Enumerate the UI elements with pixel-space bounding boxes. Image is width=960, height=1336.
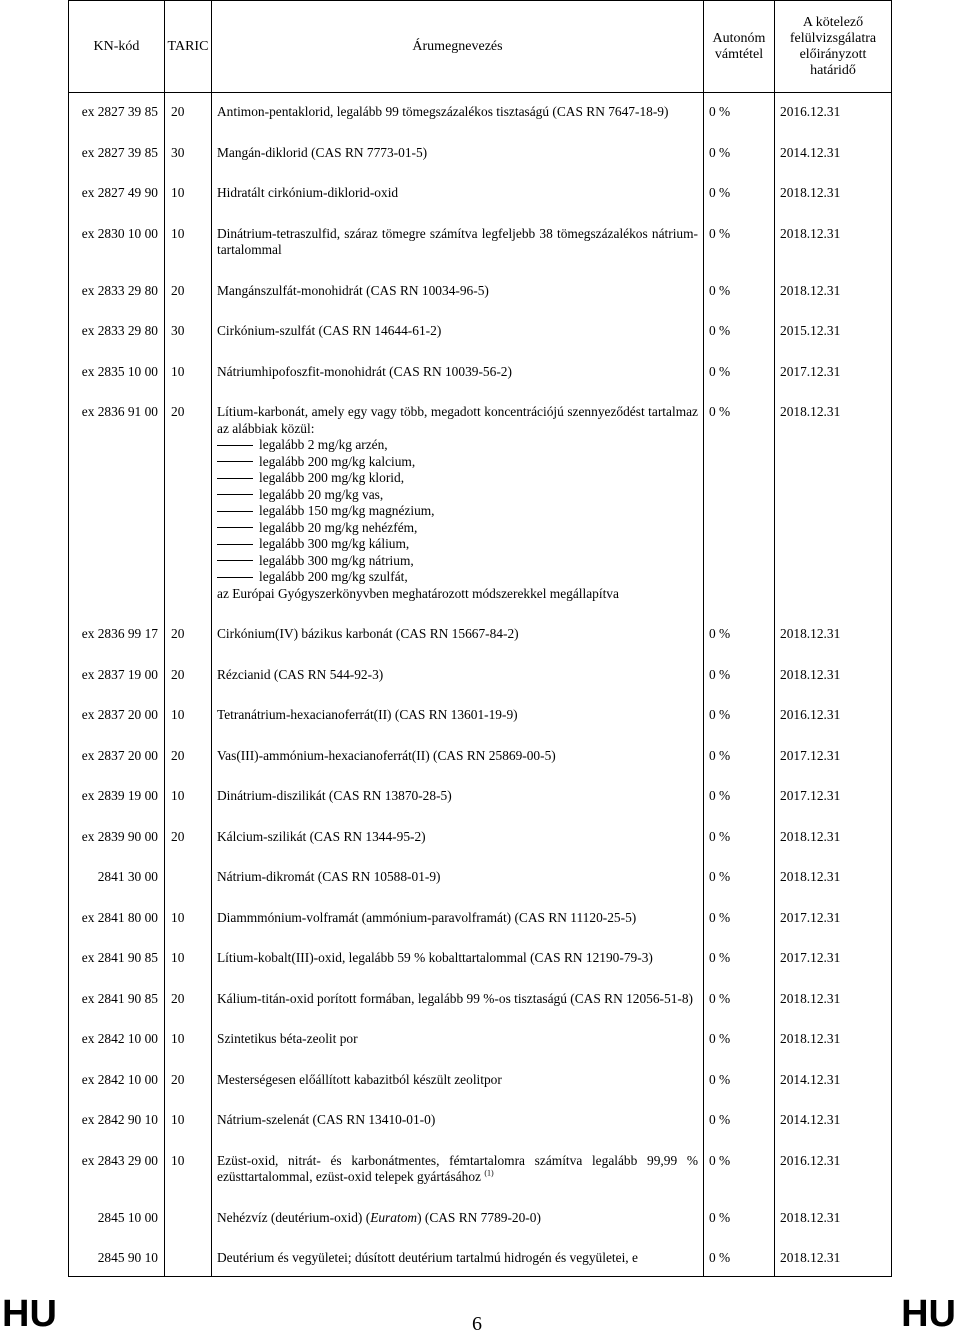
impurity-text: legalább 200 mg/kg kalcium,: [259, 453, 416, 469]
impurity-text: legalább 200 mg/kg szulfát,: [259, 569, 408, 584]
table-body: [69, 93, 892, 1277]
cell-review-deadline: 2017.12.31: [775, 938, 892, 979]
description-text: Ezüst-oxid, nitrát- és karbonátmentes, fémtartalomra számítva legalább 99,99 % ezüsttartalommal, ezüst-oxid telepek gyártásához: [217, 1152, 698, 1184]
cell-kn-code: ex 2833 29 80: [69, 271, 165, 312]
cell-taric: 20: [165, 392, 212, 614]
cell-description: [212, 695, 704, 736]
cell-taric: 30: [165, 133, 212, 174]
cell-taric: 10: [165, 173, 212, 214]
dash-marker: [217, 544, 253, 545]
footer-language-code-left: HU: [2, 1293, 57, 1335]
table-row: [69, 271, 892, 312]
cell-description: [212, 776, 704, 817]
cell-review-deadline: 2018.12.31: [775, 655, 892, 696]
description-text: Nátrium-dikromát (CAS RN 10588-01-9): [217, 869, 441, 884]
cell-description: [212, 352, 704, 393]
cell-autonomous-rate: 0 %: [704, 857, 775, 898]
cell-description: [212, 1060, 704, 1101]
description-text: Rézcianid (CAS RN 544-92-3): [217, 666, 384, 682]
cell-kn-code: 2845 90 10: [69, 1238, 165, 1276]
cell-review-deadline: 2018.12.31: [775, 392, 892, 614]
impurity-list-item: [217, 536, 698, 553]
cell-taric: 10: [165, 1141, 212, 1198]
cell-autonomous-rate: 0 %: [704, 776, 775, 817]
cell-taric: 20: [165, 817, 212, 858]
cell-review-deadline: 2017.12.31: [775, 352, 892, 393]
cell-kn-code: ex 2843 29 00: [69, 1141, 165, 1198]
cell-description: [212, 392, 704, 614]
page-number: 6: [472, 1313, 482, 1335]
cell-taric: 10: [165, 695, 212, 736]
cell-kn-code: ex 2839 90 00: [69, 817, 165, 858]
cell-description: [212, 1198, 704, 1239]
dash-marker: [217, 461, 253, 462]
cell-autonomous-rate: 0 %: [704, 352, 775, 393]
impurity-list-item: [217, 470, 698, 487]
cell-review-deadline: 2017.12.31: [775, 898, 892, 939]
impurity-list-item: [217, 437, 698, 454]
header-kn-code: KN-kód: [69, 1, 165, 93]
cell-taric: 10: [165, 1100, 212, 1141]
table-row: [69, 1141, 892, 1198]
table-row: [69, 817, 892, 858]
table-row: [69, 857, 892, 898]
cell-taric: 20: [165, 614, 212, 655]
cell-description: [212, 655, 704, 696]
header-taric: TARIC: [165, 1, 212, 93]
description-text: Dinátrium-diszilikát (CAS RN 13870-28-5): [217, 788, 452, 803]
dash-marker: [217, 478, 253, 479]
table-row: [69, 392, 892, 614]
description-text: Szintetikus béta-zeolit por: [217, 1031, 358, 1046]
cell-description: [212, 311, 704, 352]
cell-autonomous-rate: 0 %: [704, 173, 775, 214]
cell-review-deadline: 2017.12.31: [775, 776, 892, 817]
cell-autonomous-rate: 0 %: [704, 1141, 775, 1198]
description-text: Kálium-titán-oxid porított formában, legalább 99 %-os tisztaságú (CAS RN 12056-51-8): [217, 990, 694, 1006]
cell-taric: 20: [165, 271, 212, 312]
cell-review-deadline: 2018.12.31: [775, 1198, 892, 1239]
description-text: Diammmónium-volframát (ammónium-paravolframát) (CAS RN 11120-25-5): [217, 909, 637, 925]
cell-kn-code: ex 2842 10 00: [69, 1019, 165, 1060]
cell-autonomous-rate: 0 %: [704, 1238, 775, 1276]
table-row: [69, 1198, 892, 1239]
cell-kn-code: ex 2842 90 10: [69, 1100, 165, 1141]
cell-review-deadline: 2018.12.31: [775, 1238, 892, 1276]
description-text: Mesterségesen előállított kabazitból készült zeolitpor: [217, 1071, 502, 1087]
cell-review-deadline: 2016.12.31: [775, 1141, 892, 1198]
dash-marker: [217, 527, 253, 528]
dash-marker: [217, 445, 253, 446]
cell-taric: 10: [165, 938, 212, 979]
description-text: Lítium-karbonát, amely egy vagy több, megadott koncentrációjú szennyeződést tartalmaz az alábbiak közül:: [217, 404, 698, 436]
cell-review-deadline: 2015.12.31: [775, 311, 892, 352]
description-text: Mangánszulfát-monohidrát (CAS RN 10034-96-5): [217, 282, 489, 298]
cell-taric: 20: [165, 1060, 212, 1101]
impurity-list-item: [217, 553, 698, 570]
cell-description: [212, 271, 704, 312]
cell-kn-code: ex 2827 39 85: [69, 93, 165, 133]
cell-description: [212, 93, 704, 133]
cell-taric: 10: [165, 1019, 212, 1060]
description-tail: az Európai Gyógyszerkönyvben meghatározott módszerekkel megállapítva: [217, 585, 619, 601]
table-row: [69, 736, 892, 777]
table-row: [69, 614, 892, 655]
cell-description: [212, 614, 704, 655]
cell-autonomous-rate: 0 %: [704, 271, 775, 312]
cell-review-deadline: 2018.12.31: [775, 214, 892, 271]
table-header-row: [69, 1, 892, 93]
cell-autonomous-rate: 0 %: [704, 93, 775, 133]
cell-taric: 10: [165, 214, 212, 271]
cell-description: [212, 1238, 704, 1276]
cell-description: [212, 857, 704, 898]
cell-autonomous-rate: 0 %: [704, 736, 775, 777]
impurity-list-item: [217, 503, 698, 520]
dash-marker: [217, 560, 253, 561]
table-row: [69, 655, 892, 696]
dash-marker: [217, 494, 253, 495]
cell-review-deadline: 2018.12.31: [775, 857, 892, 898]
table-row: [69, 352, 892, 393]
impurity-list-item: [217, 487, 698, 504]
description-text: Antimon-pentaklorid, legalább 99 tömegszázalékos tisztaságú (CAS RN 7647-18-9): [217, 104, 669, 119]
table-row: [69, 776, 892, 817]
cell-taric: [165, 1238, 212, 1276]
table-row: [69, 1060, 892, 1101]
description-text: Deutérium és vegyületei; dúsított deutérium tartalmú hidrogén és vegyületei, e: [217, 1250, 638, 1265]
table-row: [69, 898, 892, 939]
cell-description: [212, 214, 704, 271]
cell-autonomous-rate: 0 %: [704, 1198, 775, 1239]
cell-taric: 30: [165, 311, 212, 352]
cell-review-deadline: 2014.12.31: [775, 1060, 892, 1101]
cell-autonomous-rate: 0 %: [704, 938, 775, 979]
cell-autonomous-rate: 0 %: [704, 1100, 775, 1141]
description-text-continued: ) (CAS RN 7789-20-0): [417, 1209, 541, 1225]
cell-autonomous-rate: 0 %: [704, 392, 775, 614]
cell-autonomous-rate: 0 %: [704, 311, 775, 352]
cell-taric: [165, 1198, 212, 1239]
cell-kn-code: ex 2837 19 00: [69, 655, 165, 696]
cell-autonomous-rate: 0 %: [704, 898, 775, 939]
cell-taric: 20: [165, 655, 212, 696]
cell-description: [212, 1100, 704, 1141]
cell-kn-code: ex 2839 19 00: [69, 776, 165, 817]
cell-taric: [165, 857, 212, 898]
cell-taric: 10: [165, 352, 212, 393]
table-row: [69, 133, 892, 174]
cell-review-deadline: 2016.12.31: [775, 695, 892, 736]
description-text: Nehézvíz (deutérium-oxid) (: [217, 1209, 371, 1225]
description-text: Vas(III)-ammónium-hexacianoferrát(II) (CAS RN 25869-00-5): [217, 747, 556, 763]
cell-description: [212, 1141, 704, 1198]
impurity-list-item: [217, 454, 698, 471]
cell-review-deadline: 2018.12.31: [775, 614, 892, 655]
cell-description: [212, 979, 704, 1020]
cell-kn-code: 2841 30 00: [69, 857, 165, 898]
cell-autonomous-rate: 0 %: [704, 214, 775, 271]
table-row: [69, 1100, 892, 1141]
cell-kn-code: ex 2827 49 90: [69, 173, 165, 214]
description-text: Lítium-kobalt(III)-oxid, legalább 59 % kobalttartalommal (CAS RN 12190-79-3): [217, 950, 653, 965]
impurity-text: legalább 200 mg/kg klorid,: [259, 470, 405, 485]
cell-taric: 20: [165, 979, 212, 1020]
cell-autonomous-rate: 0 %: [704, 614, 775, 655]
cell-review-deadline: 2017.12.31: [775, 736, 892, 777]
description-text: Kálcium-szilikát (CAS RN 1344-95-2): [217, 828, 426, 844]
table-row: [69, 938, 892, 979]
description-text: Nátriumhipofoszfit-monohidrát (CAS RN 10039-56-2): [217, 363, 512, 379]
description-italic-text: Euratom: [370, 1209, 418, 1225]
impurity-list-item: [217, 520, 698, 537]
cell-review-deadline: 2014.12.31: [775, 1100, 892, 1141]
cell-kn-code: ex 2835 10 00: [69, 352, 165, 393]
table-row: [69, 979, 892, 1020]
cell-kn-code: ex 2836 99 17: [69, 614, 165, 655]
cell-taric: 20: [165, 736, 212, 777]
cell-kn-code: ex 2837 20 00: [69, 695, 165, 736]
cell-description: [212, 1019, 704, 1060]
footer-language-code-right: HU: [901, 1293, 956, 1335]
table-row: [69, 311, 892, 352]
cell-autonomous-rate: 0 %: [704, 133, 775, 174]
header-review-deadline: A kötelező felülvizsgálatra előirányzott határidő: [775, 1, 892, 93]
cell-autonomous-rate: 0 %: [704, 655, 775, 696]
cell-description: [212, 173, 704, 214]
table-row: [69, 93, 892, 133]
cell-autonomous-rate: 0 %: [704, 817, 775, 858]
header-autonomous-rate: Autonóm vámtétel: [704, 1, 775, 93]
impurity-text: legalább 20 mg/kg nehézfém,: [259, 519, 418, 535]
table-row: [69, 173, 892, 214]
description-text: Nátrium-szelenát (CAS RN 13410-01-0): [217, 1112, 436, 1127]
cell-kn-code: ex 2842 10 00: [69, 1060, 165, 1101]
description-text: Mangán-diklorid (CAS RN 7773-01-5): [217, 144, 428, 160]
table-row: [69, 214, 892, 271]
table-row: [69, 695, 892, 736]
cell-review-deadline: 2018.12.31: [775, 1019, 892, 1060]
cell-taric: 10: [165, 776, 212, 817]
dash-marker: [217, 511, 253, 512]
impurity-text: legalább 2 mg/kg arzén,: [259, 437, 388, 452]
cell-description: [212, 736, 704, 777]
impurity-text: legalább 300 mg/kg nátrium,: [259, 552, 414, 568]
cell-review-deadline: 2018.12.31: [775, 271, 892, 312]
cell-kn-code: ex 2836 91 00: [69, 392, 165, 614]
cell-kn-code: ex 2827 39 85: [69, 133, 165, 174]
cell-description: [212, 898, 704, 939]
dash-marker: [217, 577, 253, 578]
cell-review-deadline: 2016.12.31: [775, 93, 892, 133]
description-text: Dinátrium-tetraszulfid, száraz tömegre számítva legfeljebb 38 tömegszázalékos nátrium-tartalommal: [217, 225, 698, 257]
cell-description: [212, 938, 704, 979]
impurity-text: legalább 300 mg/kg kálium,: [259, 536, 410, 551]
cell-description: [212, 133, 704, 174]
cell-autonomous-rate: 0 %: [704, 1060, 775, 1101]
cell-autonomous-rate: 0 %: [704, 1019, 775, 1060]
impurity-list-item: [217, 569, 698, 586]
cell-review-deadline: 2018.12.31: [775, 817, 892, 858]
cell-autonomous-rate: 0 %: [704, 695, 775, 736]
cell-kn-code: ex 2833 29 80: [69, 311, 165, 352]
cell-kn-code: ex 2837 20 00: [69, 736, 165, 777]
description-text: Cirkónium(IV) bázikus karbonát (CAS RN 15667-84-2): [217, 626, 519, 641]
cell-taric: 10: [165, 898, 212, 939]
footnote-reference: (1): [484, 1168, 494, 1178]
cell-autonomous-rate: 0 %: [704, 979, 775, 1020]
tariff-table: [68, 0, 892, 1277]
cell-taric: 20: [165, 93, 212, 133]
impurity-text: legalább 20 mg/kg vas,: [259, 486, 384, 502]
cell-review-deadline: 2018.12.31: [775, 979, 892, 1020]
cell-kn-code: ex 2841 80 00: [69, 898, 165, 939]
description-text: Tetranátrium-hexacianoferrát(II) (CAS RN 13601-19-9): [217, 707, 518, 722]
description-text: Cirkónium-szulfát (CAS RN 14644-61-2): [217, 323, 442, 338]
cell-description: [212, 817, 704, 858]
cell-review-deadline: 2014.12.31: [775, 133, 892, 174]
header-description: Árumegnevezés: [212, 1, 704, 93]
table-row: [69, 1238, 892, 1276]
cell-kn-code: ex 2830 10 00: [69, 214, 165, 271]
description-text: Hidratált cirkónium-diklorid-oxid: [217, 185, 399, 200]
impurity-text: legalább 150 mg/kg magnézium,: [259, 503, 435, 518]
cell-review-deadline: 2018.12.31: [775, 173, 892, 214]
cell-kn-code: ex 2841 90 85: [69, 938, 165, 979]
cell-kn-code: 2845 10 00: [69, 1198, 165, 1239]
cell-kn-code: ex 2841 90 85: [69, 979, 165, 1020]
table-row: [69, 1019, 892, 1060]
